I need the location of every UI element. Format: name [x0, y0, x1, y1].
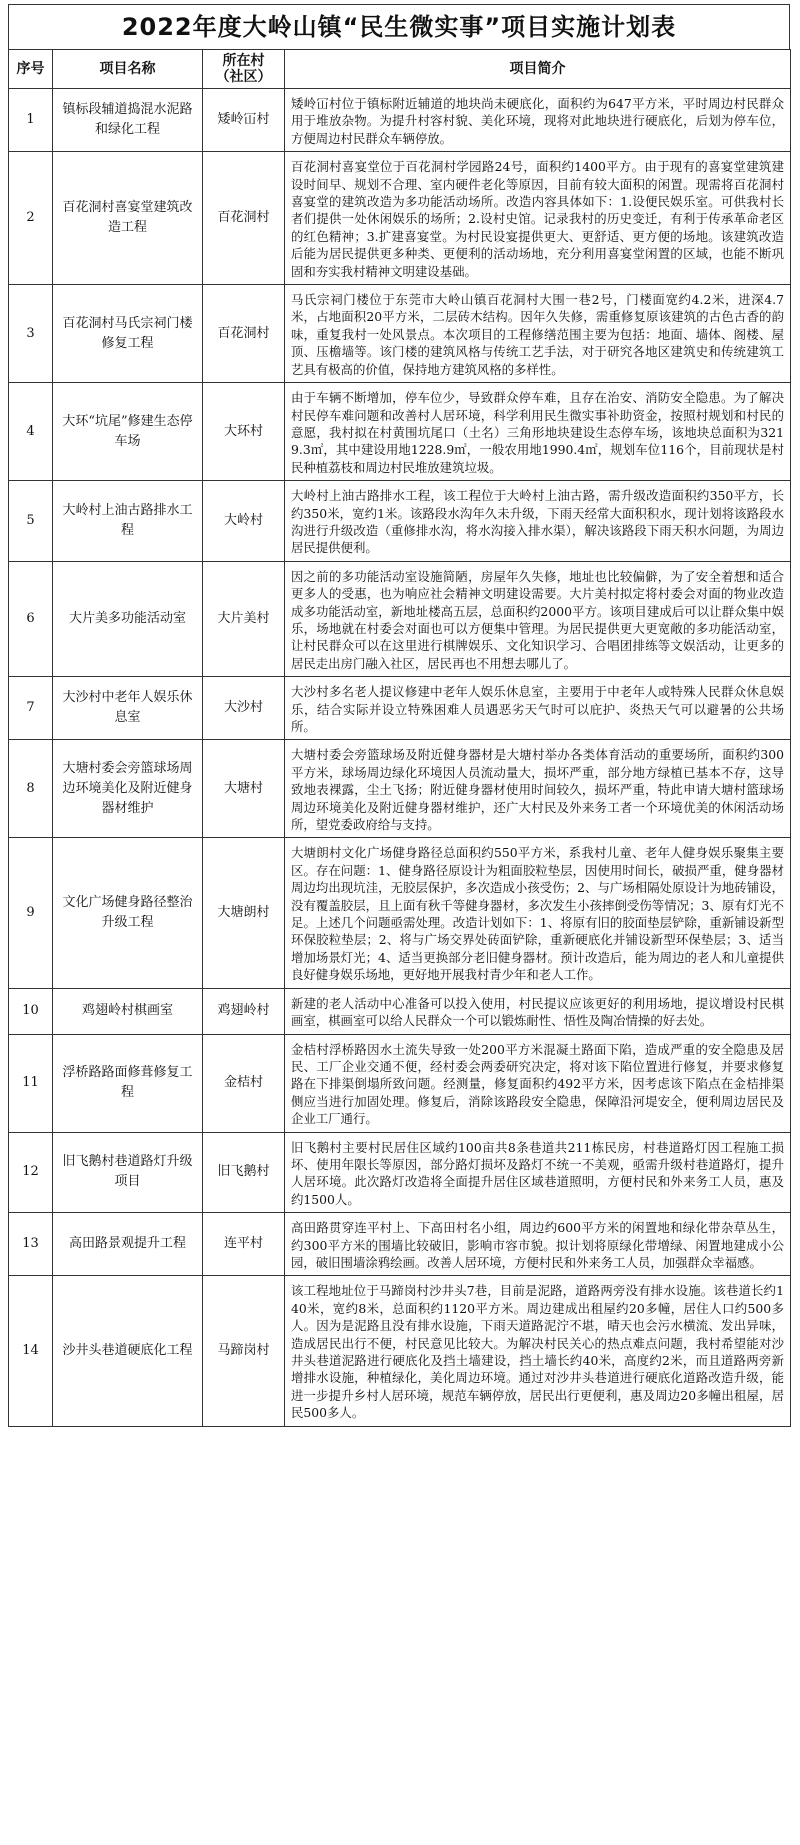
village-name: 大塘朗村 [203, 838, 285, 988]
row-number: 6 [9, 561, 53, 676]
project-table [8, 49, 791, 1427]
document-page [8, 4, 790, 1427]
project-description: 大塘朗村文化广场健身路径总面积约550平方米，系我村儿童、老年人健身娱乐聚集主要区。存在问题：1、健身路径原设计为粗面胶粒垫层，因使用时间长，破损严重，健身器材周边均出现坑洼，无胶层保护，多次造成小孩受伤；2、与广场相隔处原设计为地砖铺设，没有覆盖胶层，且上面有秋千等健身器材，多次发生小孩摔倒受伤等情况；3、原有灯光不足。上述几个问题亟需处理。改造计划如下：1、将原有旧的胶面垫层铲除，重新铺设新型环保胶粒垫层；2、将与广场交界处砖面铲除，重新硬底化并铺设新型环保垫层；3、适当增加场景灯光；4、适当更换部分老旧健身器材。预计改造后，能为周边的老人和儿童提供良好健身娱乐场地，更好地开展我村青少年和老人工作。 [285, 838, 791, 988]
village-name: 大沙村 [203, 677, 285, 740]
village-name: 矮岭冚村 [203, 89, 285, 152]
village-name: 马蹄岗村 [203, 1276, 285, 1426]
table-row [9, 152, 791, 285]
project-name: 大片美多功能活动室 [53, 561, 203, 676]
table-row [9, 677, 791, 740]
village-name: 旧飞鹅村 [203, 1132, 285, 1213]
project-name: 百花洞村喜宴堂建筑改造工程 [53, 152, 203, 285]
project-name: 大岭村上油古路排水工程 [53, 481, 203, 562]
header-row [9, 50, 791, 89]
project-description: 高田路贯穿连平村上、下高田村名小组，周边约600平方米的闲置地和绿化带杂草丛生，约300平方米的围墙比较破旧，影响市容市貌。拟计划将原绿化带增绿、闲置地建成小公园，破旧围墙涂鸦绘画。改善人居环境，方便村民和外来务工人员，加强群众幸福感。 [285, 1213, 791, 1276]
row-number: 12 [9, 1132, 53, 1213]
header-village [203, 50, 285, 89]
row-number: 14 [9, 1276, 53, 1426]
village-name: 大塘村 [203, 740, 285, 838]
table-row [9, 285, 791, 383]
row-number: 8 [9, 740, 53, 838]
header-village-line1: 所在村 [222, 53, 265, 69]
project-name: 鸡翅岭村棋画室 [53, 988, 203, 1034]
project-description: 百花洞村喜宴堂位于百花洞村学园路24号，面积约1400平方。由于现有的喜宴堂建筑建设时间早、规划不合理、室内硬件老化等原因，目前有较大面积的闲置。现需将百花洞村喜宴堂的建筑改造为多功能活动场所。改造内容具体如下：1.设便民娱乐室。可供我村长者们提供一处休闲娱乐的场所；2.设村史馆。记录我村的历史变迁，有利于传承革命老区的红色精神；3.扩建喜宴堂。为村民设宴提供更大、更舒适、更方便的场地。该建筑改造后能为居民提供更多种类、更便利的活动场地，充分利用喜宴堂闲置的区域，也能不断巩固和夯实我村精神文明建设基础。 [285, 152, 791, 285]
village-name: 金桔村 [203, 1034, 285, 1132]
header-no: 序号 [9, 50, 53, 89]
table-row [9, 561, 791, 676]
table-body [9, 89, 791, 1427]
project-description: 由于车辆不断增加，停车位少，导致群众停车难，且存在治安、消防安全隐患。为了解决村民停车难问题和改善村人居环境，科学利用民生微实事补助资金，按照村规划和村民的意愿，我村拟在村黄围坑尾口（土名）三角形地块建设生态停车场，该地块总面积为3219.3㎡，其中建设用地1228.9㎡，一般农用地1990.4㎡，规划车位116个，目前现状是村民种植荔枝和周边村民堆放建筑垃圾。 [285, 383, 791, 481]
table-row [9, 1213, 791, 1276]
project-description: 大塘村委会旁篮球场及附近健身器材是大塘村举办各类体育活动的重要场所，面积约300平方米，球场周边绿化环境因人员流动量大，损坏严重，部分地方绿植已基本不存，这导致地表裸露，尘土飞扬；附近健身器材使用时间较久，损坏严重，特此申请大塘村篮球场周边环境美化及附近健身器材维护，还广大村民及外来务工者一个环境优美的休闲活动场所，望党委政府给与支持。 [285, 740, 791, 838]
table-row [9, 1132, 791, 1213]
village-name: 连平村 [203, 1213, 285, 1276]
project-description: 因之前的多功能活动室设施简陋，房屋年久失修，地址也比较偏僻，为了安全着想和适合更多人的受惠，也为响应社会精神文明建设需要。大片美村拟定将村委会对面的物业改造成多功能活动室，新地址楼高五层，总面积约2000平方。该项目建成后可以让群众集中娱乐，场地就在村委会对面也可以方便集中管理。为居民提供更大更宽敞的多功能活动室，让村民群众可以在这里进行棋牌娱乐、文化知识学习、合唱团排练等文娱活动，让更多的居民走出房门融入社区，居民再也不用想去哪儿了。 [285, 561, 791, 676]
project-description: 马氏宗祠门楼位于东莞市大岭山镇百花洞村大围一巷2号，门楼面宽约4.2米，进深4.7米，占地面积20平方米，二层砖木结构。因年久失修，需重修复原该建筑的古色古香的韵味，重复我村一处风景点。本次项目的工程修缮范围主要为包括：地面、墙体、阁楼、屋顶、压檐墙等。该门楼的建筑风格与传统工艺手法，对于研究各地区建筑史和传统建筑工艺具有极高的价值，保持地方建筑风格的多样性。 [285, 285, 791, 383]
project-name: 旧飞鹅村巷道路灯升级项目 [53, 1132, 203, 1213]
project-name: 沙井头巷道硬底化工程 [53, 1276, 203, 1426]
project-name: 文化广场健身路径整治升级工程 [53, 838, 203, 988]
project-name: 大塘村委会旁篮球场周边环境美化及附近健身器材维护 [53, 740, 203, 838]
project-description: 新建的老人活动中心准备可以投入使用，村民提议应该更好的利用场地，提议增设村民棋画室，棋画室可以给人民群众一个可以锻炼耐性、悟性及陶冶情操的好去处。 [285, 988, 791, 1034]
village-name: 大片美村 [203, 561, 285, 676]
project-name: 高田路景观提升工程 [53, 1213, 203, 1276]
project-description: 大沙村多名老人提议修建中老年人娱乐休息室，主要用于中老年人或特殊人民群众休息娱乐，结合实际并设立特殊困难人员遇恶劣天气时可以庇护、炎热天气可以避暑的公共场所。 [285, 677, 791, 740]
village-name: 大岭村 [203, 481, 285, 562]
table-row [9, 1034, 791, 1132]
row-number: 9 [9, 838, 53, 988]
table-row [9, 383, 791, 481]
row-number: 4 [9, 383, 53, 481]
table-row [9, 1276, 791, 1426]
project-description: 矮岭冚村位于镇标附近辅道的地块尚未硬底化，面积约为647平方米，平时周边村民群众用于堆放杂物。为提升村容村貌、美化环境，现将对此地块进行硬底化，后划为停车位，方便周边村民群众车辆停放。 [285, 89, 791, 152]
header-name: 项目名称 [53, 50, 203, 89]
header-village-line2: （社区） [215, 69, 272, 85]
project-description: 旧飞鹅村主要村民居住区域约100亩共8条巷道共211栋民房，村巷道路灯因工程施工损坏、使用年限长等原因，部分路灯损坏及路灯不统一不美观，亟需升级村巷道路灯，提升人居环境。此次路灯改造将全面提升居住区域巷道照明，方便村民和外来务工人员，惠及约1500人。 [285, 1132, 791, 1213]
table-header [9, 50, 791, 89]
row-number: 5 [9, 481, 53, 562]
village-name: 百花洞村 [203, 285, 285, 383]
project-name: 浮桥路路面修葺修复工程 [53, 1034, 203, 1132]
page-title: 2022年度大岭山镇“民生微实事”项目实施计划表 [8, 4, 790, 49]
project-description: 大岭村上油古路排水工程，该工程位于大岭村上油古路，需升级改造面积约350平方，长约350米，宽约1米。该路段水沟年久未升级，下雨天经常大面积积水，现计划将该路段水沟进行升级改造（重修排水沟，将水沟接入排水渠），解决该路段下雨天积水问题，为周边居民提供便利。 [285, 481, 791, 562]
table-row [9, 740, 791, 838]
project-name: 大环“坑尾”修建生态停车场 [53, 383, 203, 481]
village-name: 大环村 [203, 383, 285, 481]
row-number: 13 [9, 1213, 53, 1276]
row-number: 1 [9, 89, 53, 152]
village-name: 鸡翅岭村 [203, 988, 285, 1034]
row-number: 7 [9, 677, 53, 740]
project-description: 该工程地址位于马蹄岗村沙井头7巷，目前是泥路，道路两旁没有排水设施。该巷道长约140米，宽约8米，总面积约1120平方米。周边建成出租屋约20多幢，居住人口约500多人。因为是泥路且没有排水设施，下雨天道路泥泞不堪，晴天也会污水横流、发出异味，造成居民出行不便，村民意见比较大。为解决村民关心的热点难点问题，我村希望能对沙井头巷道泥路进行硬底化及挡土墙建设，挡土墙长约40米，高度约2米，而且道路两旁新增排水设施，种植绿化，美化周边环境。通过对沙井头巷道进行硬底化道路改造升级，能进一步提升乡村人居环境，规范车辆停放，居民出行更便利，惠及周边20多幢出租屋，居民500多人。 [285, 1276, 791, 1426]
row-number: 10 [9, 988, 53, 1034]
table-row [9, 988, 791, 1034]
row-number: 2 [9, 152, 53, 285]
village-name: 百花洞村 [203, 152, 285, 285]
project-description: 金桔村浮桥路因水土流失导致一处200平方米混凝土路面下陷，造成严重的安全隐患及居民、工厂企业交通不便，经村委会两委研究决定，将对该下陷位置进行修复，并要求修复路在下排渠倒塌所致问题。经测量，修复面积约492平方米，因考虑该下陷点在金桔排渠侧应当进行加固处理。修复后，消除该路段安全隐患，保障沿河堤安全，便利周边居民及企业工厂通行。 [285, 1034, 791, 1132]
project-name: 镇标段辅道捣混水泥路和绿化工程 [53, 89, 203, 152]
table-row [9, 89, 791, 152]
header-desc: 项目简介 [285, 50, 791, 89]
row-number: 3 [9, 285, 53, 383]
project-name: 大沙村中老年人娱乐休息室 [53, 677, 203, 740]
table-row [9, 838, 791, 988]
project-name: 百花洞村马氏宗祠门楼修复工程 [53, 285, 203, 383]
table-row [9, 481, 791, 562]
row-number: 11 [9, 1034, 53, 1132]
